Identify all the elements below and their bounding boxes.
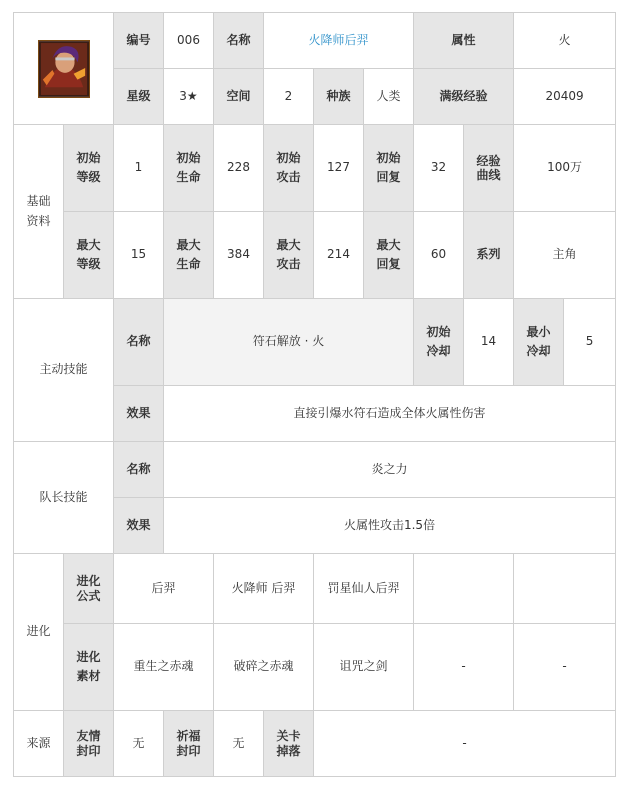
init-cd-label: 初始 冷却 [414, 299, 464, 386]
evolve-formula-1[interactable]: 后羿 [114, 554, 214, 624]
max-atk-value: 214 [314, 212, 364, 299]
max-hp-label: 最大 生命 [164, 212, 214, 299]
leader-skill-section-label: 队长技能 [14, 442, 114, 554]
exp-curve-label: 经验 曲线 [464, 125, 514, 212]
space-value: 2 [264, 69, 314, 125]
evolve-formula-label: 进化 公式 [64, 554, 114, 624]
id-label: 编号 [114, 13, 164, 69]
pray-seal-value: 无 [214, 711, 264, 777]
evolve-formula-2[interactable]: 火降师 后羿 [214, 554, 314, 624]
friend-seal-label: 友情 封印 [64, 711, 114, 777]
maxexp-label: 满级经验 [414, 69, 514, 125]
max-level-value: 15 [114, 212, 164, 299]
exp-curve-value: 100万 [514, 125, 616, 212]
evolve-formula-4 [414, 554, 514, 624]
card-name[interactable]: 火降师后羿 [264, 13, 414, 69]
evolve-material-5: - [514, 624, 616, 711]
active-skill-section-label: 主动技能 [14, 299, 114, 442]
active-skill-name: 符石解放 · 火 [164, 299, 414, 386]
stage-drop-label: 关卡 掉落 [264, 711, 314, 777]
star-label: 星级 [114, 69, 164, 125]
leader-skill-effect-label: 效果 [114, 498, 164, 554]
active-skill-effect-label: 效果 [114, 386, 164, 442]
base-section-label: 基础 资料 [14, 125, 64, 299]
leader-skill-name-label: 名称 [114, 442, 164, 498]
init-atk-label: 初始 攻击 [264, 125, 314, 212]
evolve-formula-3[interactable]: 罚星仙人后羿 [314, 554, 414, 624]
active-skill-name-label: 名称 [114, 299, 164, 386]
source-section-label: 来源 [14, 711, 64, 777]
series-label: 系列 [464, 212, 514, 299]
star-value: 3★ [164, 69, 214, 125]
init-level-value: 1 [114, 125, 164, 212]
init-atk-value: 127 [314, 125, 364, 212]
avatar-cell [14, 13, 114, 125]
max-level-label: 最大 等级 [64, 212, 114, 299]
name-label: 名称 [214, 13, 264, 69]
leader-skill-name: 炎之力 [164, 442, 616, 498]
init-rec-value: 32 [414, 125, 464, 212]
evolve-material-3[interactable]: 诅咒之剑 [314, 624, 414, 711]
character-portrait[interactable] [38, 40, 90, 98]
max-rec-value: 60 [414, 212, 464, 299]
evolve-section-label: 进化 [14, 554, 64, 711]
min-cd-value: 5 [564, 299, 616, 386]
max-rec-label: 最大 回复 [364, 212, 414, 299]
init-hp-label: 初始 生命 [164, 125, 214, 212]
leader-skill-effect: 火属性攻击1.5倍 [164, 498, 616, 554]
friend-seal-value: 无 [114, 711, 164, 777]
active-skill-effect: 直接引爆水符石造成全体火属性伤害 [164, 386, 616, 442]
min-cd-label: 最小 冷却 [514, 299, 564, 386]
card-info-table [13, 12, 616, 777]
init-level-label: 初始 等级 [64, 125, 114, 212]
max-hp-value: 384 [214, 212, 264, 299]
attr-label: 属性 [414, 13, 514, 69]
series-value: 主角 [514, 212, 616, 299]
maxexp-value: 20409 [514, 69, 616, 125]
pray-seal-label: 祈福 封印 [164, 711, 214, 777]
evolve-material-label: 进化 素材 [64, 624, 114, 711]
space-label: 空间 [214, 69, 264, 125]
init-rec-label: 初始 回复 [364, 125, 414, 212]
max-atk-label: 最大 攻击 [264, 212, 314, 299]
race-value: 人类 [364, 69, 414, 125]
init-cd-value: 14 [464, 299, 514, 386]
init-hp-value: 228 [214, 125, 264, 212]
attr-value: 火 [514, 13, 616, 69]
stage-drop-value: - [314, 711, 616, 777]
evolve-material-2[interactable]: 破碎之赤魂 [214, 624, 314, 711]
id-value: 006 [164, 13, 214, 69]
race-label: 种族 [314, 69, 364, 125]
evolve-material-4: - [414, 624, 514, 711]
evolve-material-1[interactable]: 重生之赤魂 [114, 624, 214, 711]
evolve-formula-5 [514, 554, 616, 624]
